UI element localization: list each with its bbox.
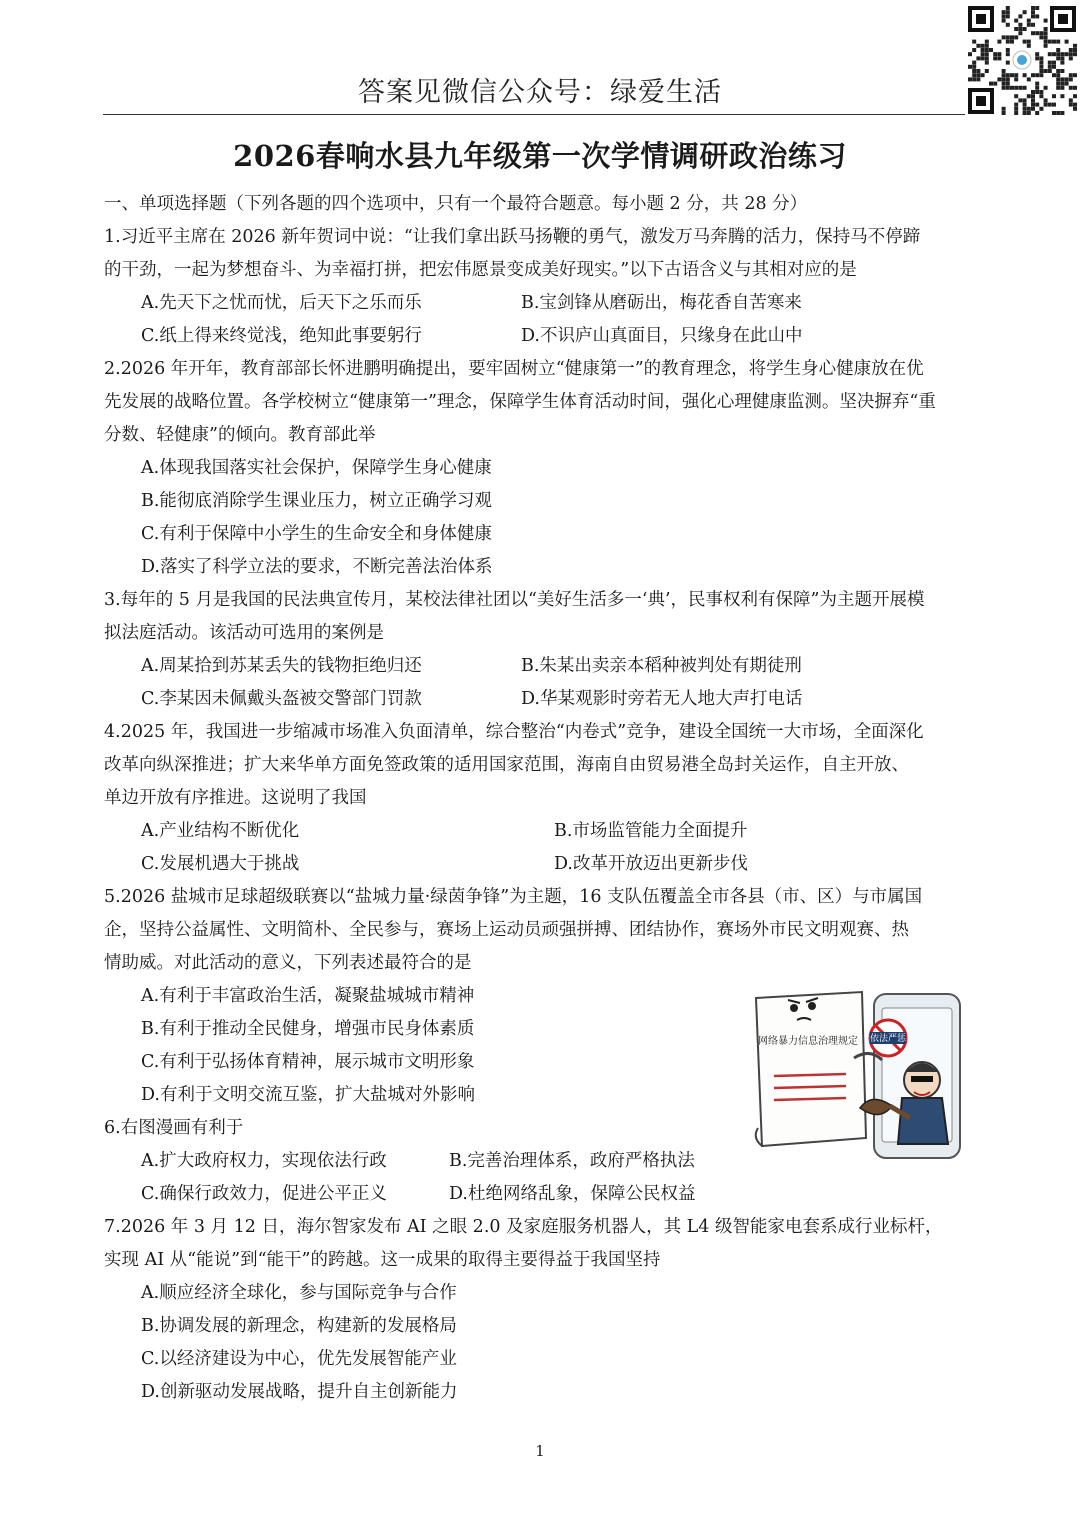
question-7 <box>104 1211 994 1409</box>
question-stem-line: 实现 AI 从“能说”到“能干”的跨越。这一成果的取得主要得益于我国坚持 <box>104 1250 661 1270</box>
question-stem-line: 拟法庭活动。该活动可选用的案例是 <box>104 623 384 643</box>
option-c: C.纸上得来终觉浅，绝知此事要躬行 <box>141 326 422 346</box>
option-c: C.发展机遇大于挑战 <box>141 854 300 874</box>
option-a: A.扩大政府权力，实现依法行政 <box>141 1151 387 1171</box>
question-stem-line: 5.2026 盐城市足球超级联赛以“盐城力量·绿茵争锋”为主题，16 支队伍覆盖全市各县（市、区）与市属国 <box>104 887 923 907</box>
option-b: B.完善治理体系，政府严格执法 <box>449 1151 695 1171</box>
option-b: B.宝剑锋从磨砺出，梅花香自苦寒来 <box>521 293 802 313</box>
question-6-cartoon <box>742 988 980 1160</box>
option-a: A.先天下之忧而忧，后天下之乐而乐 <box>141 293 422 313</box>
option-c: C.有利于弘扬体育精神，展示城市文明形象 <box>141 1052 475 1072</box>
question-stem-line: 4.2025 年，我国进一步缩减市场准入负面清单，综合整治“内卷式”竞争，建设全国统一大市场，全面深化 <box>104 722 924 742</box>
cartoon-document-heading: 网络暴力信息治理规定 <box>758 1036 858 1047</box>
question-stem-line: 3.每年的 5 月是我国的民法典宣传月，某校法律社团以“美好生活多一‘典’，民事权利有保障”为主题开展模 <box>104 590 925 610</box>
option-d: D.不识庐山真面目，只缘身在此山中 <box>521 326 803 346</box>
question-stem-line: 情助威。对此活动的意义，下列表述最符合的是 <box>104 953 472 973</box>
exam-content <box>104 188 994 1409</box>
option-b: B.协调发展的新理念，构建新的发展格局 <box>141 1316 457 1336</box>
question-stem-line: 先发展的战略位置。各学校树立“健康第一”理念，保障学生体育活动时间，强化心理健康监测。坚决摒弃“重 <box>104 392 936 412</box>
question-stem-line: 改革向纵深推进；扩大来华单方面免签政策的适用国家范围，海南自由贸易港全岛封关运作，自主开放、 <box>104 755 909 775</box>
question-stem-line: 的干劲，一起为梦想奋斗、为幸福打拼，把宏伟愿景变成美好现实。”以下古语含义与其相对应的是 <box>104 260 857 280</box>
header-divider <box>103 114 965 115</box>
question-stem-line: 1.习近平主席在 2026 新年贺词中说：“让我们拿出跃马扬鞭的勇气，激发万马奔腾的活力，保持马不停蹄 <box>104 227 921 247</box>
question-stem-line: 6.右图漫画有利于 <box>104 1118 244 1138</box>
option-a: A.体现我国落实社会保护，保障学生身心健康 <box>141 458 492 478</box>
question-stem-line: 7.2026 年 3 月 12 日，海尔智家发布 AI 之眼 2.0 及家庭服务机器人，其 L4 级智能家电套系成行业标杆， <box>104 1217 943 1237</box>
option-b: B.能彻底消除学生课业压力，树立正确学习观 <box>141 491 492 511</box>
option-d: D.落实了科学立法的要求，不断完善法治体系 <box>141 557 493 577</box>
cartoon-badge-text: 依法严惩 <box>869 1033 907 1043</box>
page-number: 1 <box>535 1442 545 1460</box>
option-d: D.创新驱动发展战略，提升自主创新能力 <box>141 1382 458 1402</box>
option-d: D.杜绝网络乱象，保障公民权益 <box>449 1184 696 1204</box>
option-d: D.华某观影时旁若无人地大声打电话 <box>521 689 803 709</box>
question-4 <box>104 716 994 881</box>
question-2 <box>104 353 994 584</box>
option-b: B.市场监管能力全面提升 <box>554 821 748 841</box>
option-d: D.有利于文明交流互鉴，扩大盐城对外影响 <box>141 1085 475 1105</box>
document-title: 2026春响水县九年级第一次学情调研政治练习 <box>233 139 847 173</box>
question-stem-line: 2.2026 年开年，教育部部长怀进鹏明确提出，要牢固树立“健康第一”的教育理念，将学生身心健康放在优 <box>104 359 924 379</box>
option-a: A.有利于丰富政治生活，凝聚盐城城市精神 <box>141 986 475 1006</box>
option-b: B.朱某出卖亲本稻种被判处有期徒刑 <box>521 656 802 676</box>
option-c: C.确保行政效力，促进公平正义 <box>141 1184 387 1204</box>
option-a: A.周某拾到苏某丢失的钱物拒绝归还 <box>141 656 422 676</box>
question-1 <box>104 221 994 353</box>
question-stem-line: 单边开放有序推进。这说明了我国 <box>104 788 367 808</box>
question-stem-line: 企，坚持公益属性、文明简朴、全民参与，赛场上运动员顽强拼搏、团结协作，赛场外市民文明观赛、热 <box>104 920 909 940</box>
option-c: C.李某因未佩戴头盔被交警部门罚款 <box>141 689 422 709</box>
option-a: A.顺应经济全球化，参与国际竞争与合作 <box>141 1283 457 1303</box>
option-c: C.有利于保障中小学生的生命安全和身体健康 <box>141 524 492 544</box>
section-heading: 一、单项选择题（下列各题的四个选项中，只有一个最符合题意。每小题 2 分，共 28 分） <box>104 194 808 214</box>
question-stem-line: 分数、轻健康”的倾向。教育部此举 <box>104 425 376 445</box>
option-d: D.改革开放迈出更新步伐 <box>554 854 748 874</box>
header-banner: 答案见微信公众号：绿爱生活 <box>358 77 722 108</box>
option-c: C.以经济建设为中心，优先发展智能产业 <box>141 1349 457 1369</box>
option-a: A.产业结构不断优化 <box>141 821 300 841</box>
question-3 <box>104 584 994 716</box>
option-b: B.有利于推动全民健身，增强市民身体素质 <box>141 1019 475 1039</box>
